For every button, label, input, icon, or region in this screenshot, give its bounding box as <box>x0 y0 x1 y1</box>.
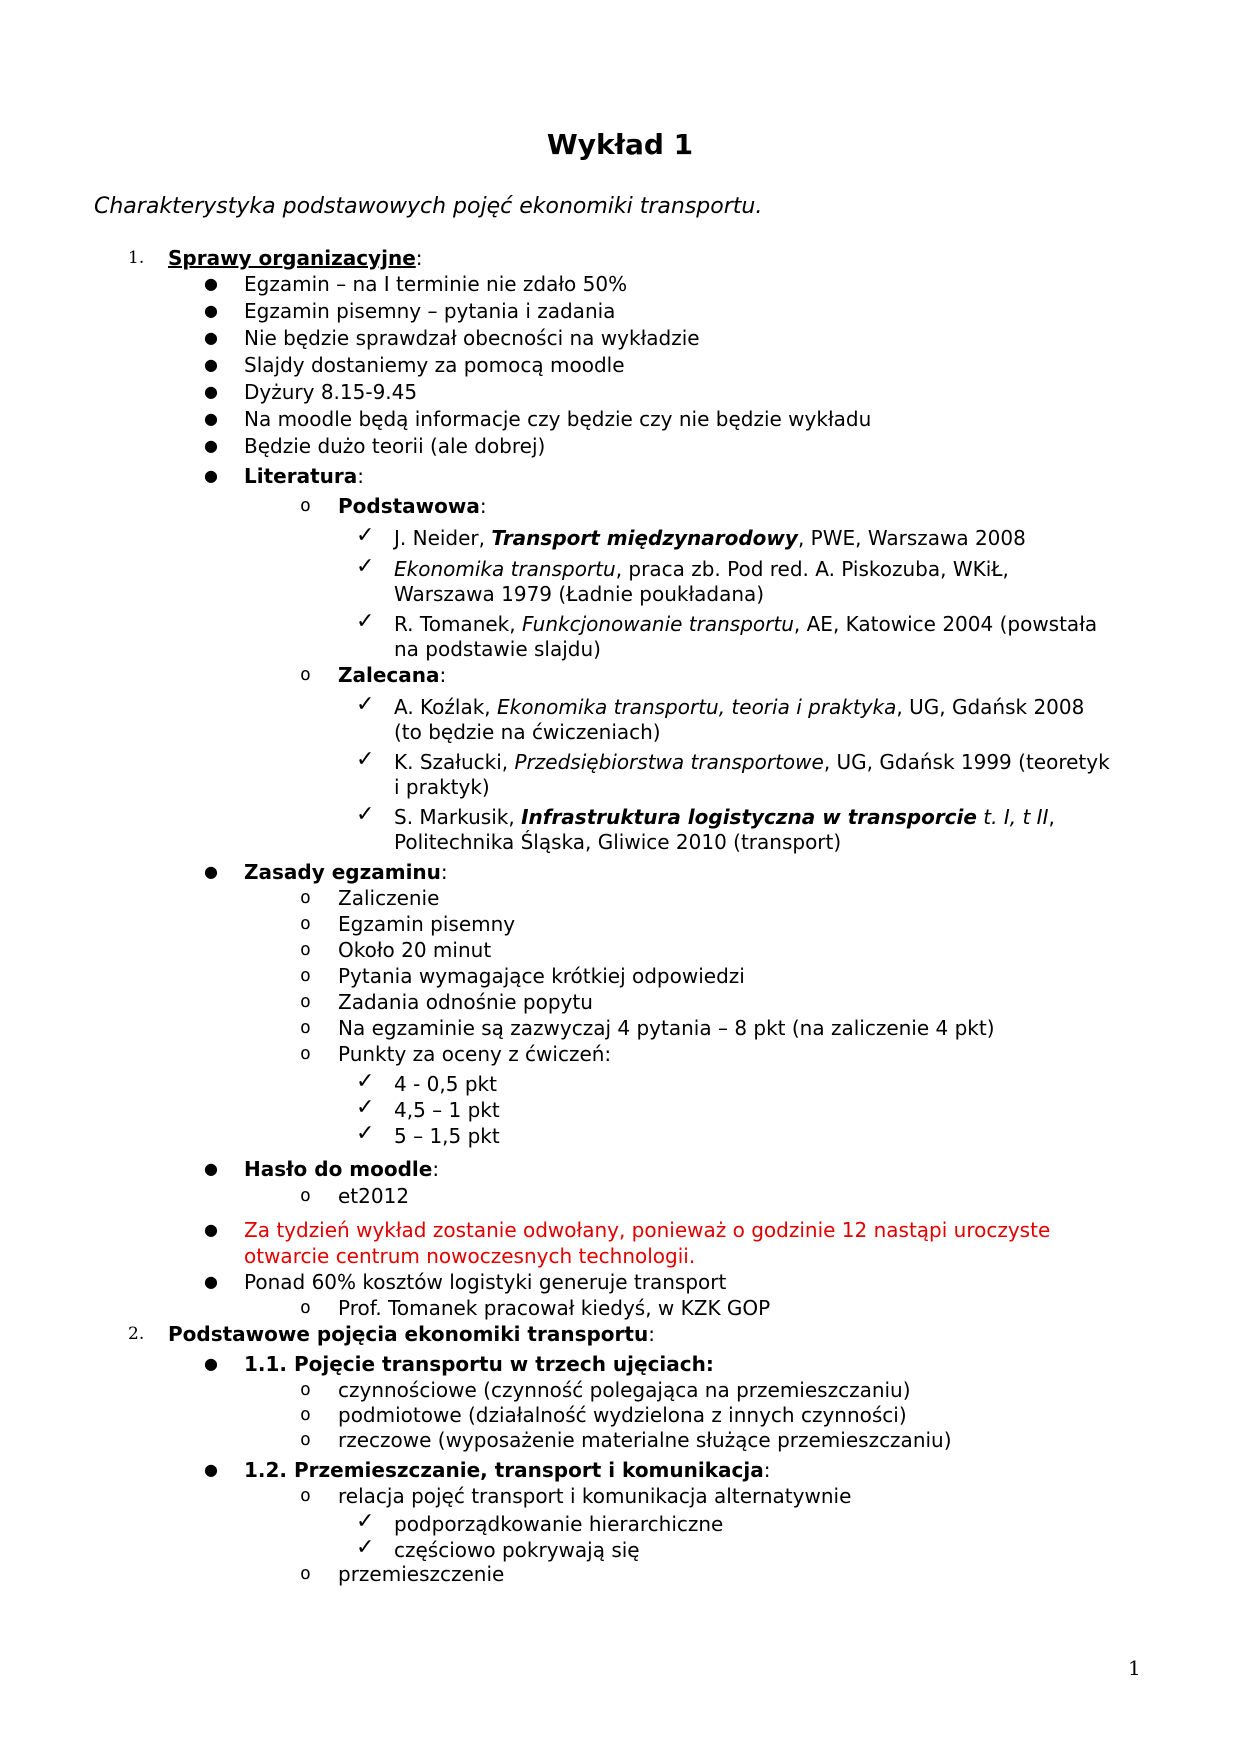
sub-bullet-icon: o <box>300 1185 311 1206</box>
notice-text: Za tydzień wykład zostanie odwołany, ponieważ o godzinie 12 nastąpi uroczyste <box>244 1218 1051 1242</box>
list-item: przemieszczenie <box>338 1562 505 1586</box>
sub-bullet-icon: o <box>300 1429 311 1450</box>
section-heading: Podstawowe pojęcia ekonomiki transportu: <box>168 1322 655 1346</box>
password-value: et2012 <box>338 1184 410 1208</box>
reference-item: A. Koźlak, Ekonomika transportu, teoria i praktyka, UG, Gdańsk 2008 <box>394 695 1085 719</box>
bullet-icon: ● <box>204 466 218 485</box>
check-icon: ✓ <box>356 1535 375 1560</box>
sub-bullet-icon: o <box>300 913 311 934</box>
check-icon: ✓ <box>356 802 375 827</box>
bullet-icon: ● <box>204 409 218 428</box>
reference-item-continued: na podstawie slajdu) <box>394 637 601 661</box>
literatura-heading: Literatura: <box>244 464 364 488</box>
check-icon: ✓ <box>356 1509 375 1534</box>
bullet-icon: ● <box>204 1354 218 1373</box>
reference-item: S. Markusik, Infrastruktura logistyczna w transporcie t. I, t II, <box>394 805 1055 829</box>
list-item: podmiotowe (działalność wydzielona z innych czynności) <box>338 1403 907 1427</box>
subsection-heading: 1.2. Przemieszczanie, transport i komunikacja: <box>244 1458 771 1482</box>
reference-item-continued: i praktyk) <box>394 775 490 799</box>
check-icon: ✓ <box>356 1095 375 1120</box>
reference-item-continued: Politechnika Śląska, Gliwice 2010 (transport) <box>394 830 842 854</box>
section-number: 2. <box>128 1324 145 1344</box>
zasady-heading: Zasady egzaminu: <box>244 860 448 884</box>
bullet-icon: ● <box>204 355 218 374</box>
notice-text-continued: otwarcie centrum nowoczesnych technologii. <box>244 1244 696 1268</box>
check-icon: ✓ <box>356 747 375 772</box>
bullet-icon: ● <box>204 274 218 293</box>
check-icon: ✓ <box>356 523 375 548</box>
check-icon: ✓ <box>356 692 375 717</box>
sub-bullet-icon: o <box>300 887 311 908</box>
list-item: Dyżury 8.15-9.45 <box>244 380 418 404</box>
haslo-heading: Hasło do moodle: <box>244 1157 440 1181</box>
sub-bullet-icon: o <box>300 1017 311 1038</box>
bullet-icon: ● <box>204 1220 218 1239</box>
sub-bullet-icon: o <box>300 1043 311 1064</box>
grade-item: 4 - 0,5 pkt <box>394 1072 497 1096</box>
zalecana-heading: Zalecana: <box>338 663 447 687</box>
list-item: Pytania wymagające krótkiej odpowiedzi <box>338 964 745 988</box>
list-item: Będzie dużo teorii (ale dobrej) <box>244 434 546 458</box>
sub-bullet-icon: o <box>300 965 311 986</box>
bullet-icon: ● <box>204 382 218 401</box>
list-item: Około 20 minut <box>338 938 492 962</box>
sub-bullet-icon: o <box>300 991 311 1012</box>
section-number: 1. <box>128 248 145 268</box>
reference-item-continued: (to będzie na ćwiczeniach) <box>394 720 661 744</box>
list-item: Prof. Tomanek pracował kiedyś, w KZK GOP <box>338 1296 771 1320</box>
page-number: 1 <box>1128 1656 1141 1680</box>
sub-bullet-icon: o <box>300 1379 311 1400</box>
check-icon: ✓ <box>356 1069 375 1094</box>
list-item: Egzamin – na I terminie nie zdało 50% <box>244 272 628 296</box>
list-item: podporządkowanie hierarchiczne <box>394 1512 724 1536</box>
sub-bullet-icon: o <box>300 1297 311 1318</box>
sub-bullet-icon: o <box>300 664 311 685</box>
bullet-icon: ● <box>204 1460 218 1479</box>
check-icon: ✓ <box>356 554 375 579</box>
sub-bullet-icon: o <box>300 1485 311 1506</box>
bullet-icon: ● <box>204 328 218 347</box>
list-item: relacja pojęć transport i komunikacja alternatywnie <box>338 1484 852 1508</box>
section-heading: Sprawy organizacyjne: <box>168 246 423 270</box>
list-item: Na moodle będą informacje czy będzie czy nie będzie wykładu <box>244 407 872 431</box>
list-item: rzeczowe (wyposażenie materialne służące przemieszczaniu) <box>338 1428 952 1452</box>
list-item: Na egzaminie są zazwyczaj 4 pytania – 8 pkt (na zaliczenie 4 pkt) <box>338 1016 995 1040</box>
list-item: Egzamin pisemny <box>338 912 516 936</box>
grade-item: 5 – 1,5 pkt <box>394 1124 500 1148</box>
podstawowa-heading: Podstawowa: <box>338 494 487 518</box>
page-subtitle: Charakterystyka podstawowych pojęć ekonomiki transportu. <box>94 194 763 219</box>
page-title: Wykład 1 <box>546 128 694 161</box>
list-item: Slajdy dostaniemy za pomocą moodle <box>244 353 625 377</box>
check-icon: ✓ <box>356 609 375 634</box>
grade-item: 4,5 – 1 pkt <box>394 1098 500 1122</box>
list-item: Egzamin pisemny – pytania i zadania <box>244 299 616 323</box>
reference-item: K. Szałucki, Przedsiębiorstwa transportowe, UG, Gdańsk 1999 (teoretyk <box>394 750 1110 774</box>
bullet-icon: ● <box>204 862 218 881</box>
list-item: częściowo pokrywają się <box>394 1538 640 1562</box>
list-item: Punkty za oceny z ćwiczeń: <box>338 1042 612 1066</box>
list-item: Zaliczenie <box>338 886 440 910</box>
list-item: Nie będzie sprawdzał obecności na wykładzie <box>244 326 700 350</box>
list-item: Ponad 60% kosztów logistyki generuje transport <box>244 1270 727 1294</box>
list-item: Zadania odnośnie popytu <box>338 990 593 1014</box>
sub-bullet-icon: o <box>300 1404 311 1425</box>
sub-bullet-icon: o <box>300 495 311 516</box>
sub-bullet-icon: o <box>300 939 311 960</box>
bullet-icon: ● <box>204 301 218 320</box>
bullet-icon: ● <box>204 1272 218 1291</box>
list-item: czynnościowe (czynność polegająca na przemieszczaniu) <box>338 1378 911 1402</box>
reference-item: Ekonomika transportu, praca zb. Pod red. A. Piskozuba, WKiŁ, <box>394 557 1009 581</box>
sub-bullet-icon: o <box>300 1563 311 1584</box>
subsection-heading: 1.1. Pojęcie transportu w trzech ujęciach: <box>244 1352 714 1376</box>
bullet-icon: ● <box>204 1159 218 1178</box>
check-icon: ✓ <box>356 1121 375 1146</box>
reference-item: J. Neider, Transport międzynarodowy, PWE, Warszawa 2008 <box>394 526 1026 550</box>
reference-item-continued: Warszawa 1979 (Ładnie poukładana) <box>394 582 765 606</box>
bullet-icon: ● <box>204 436 218 455</box>
reference-item: R. Tomanek, Funkcjonowanie transportu, AE, Katowice 2004 (powstała <box>394 612 1098 636</box>
